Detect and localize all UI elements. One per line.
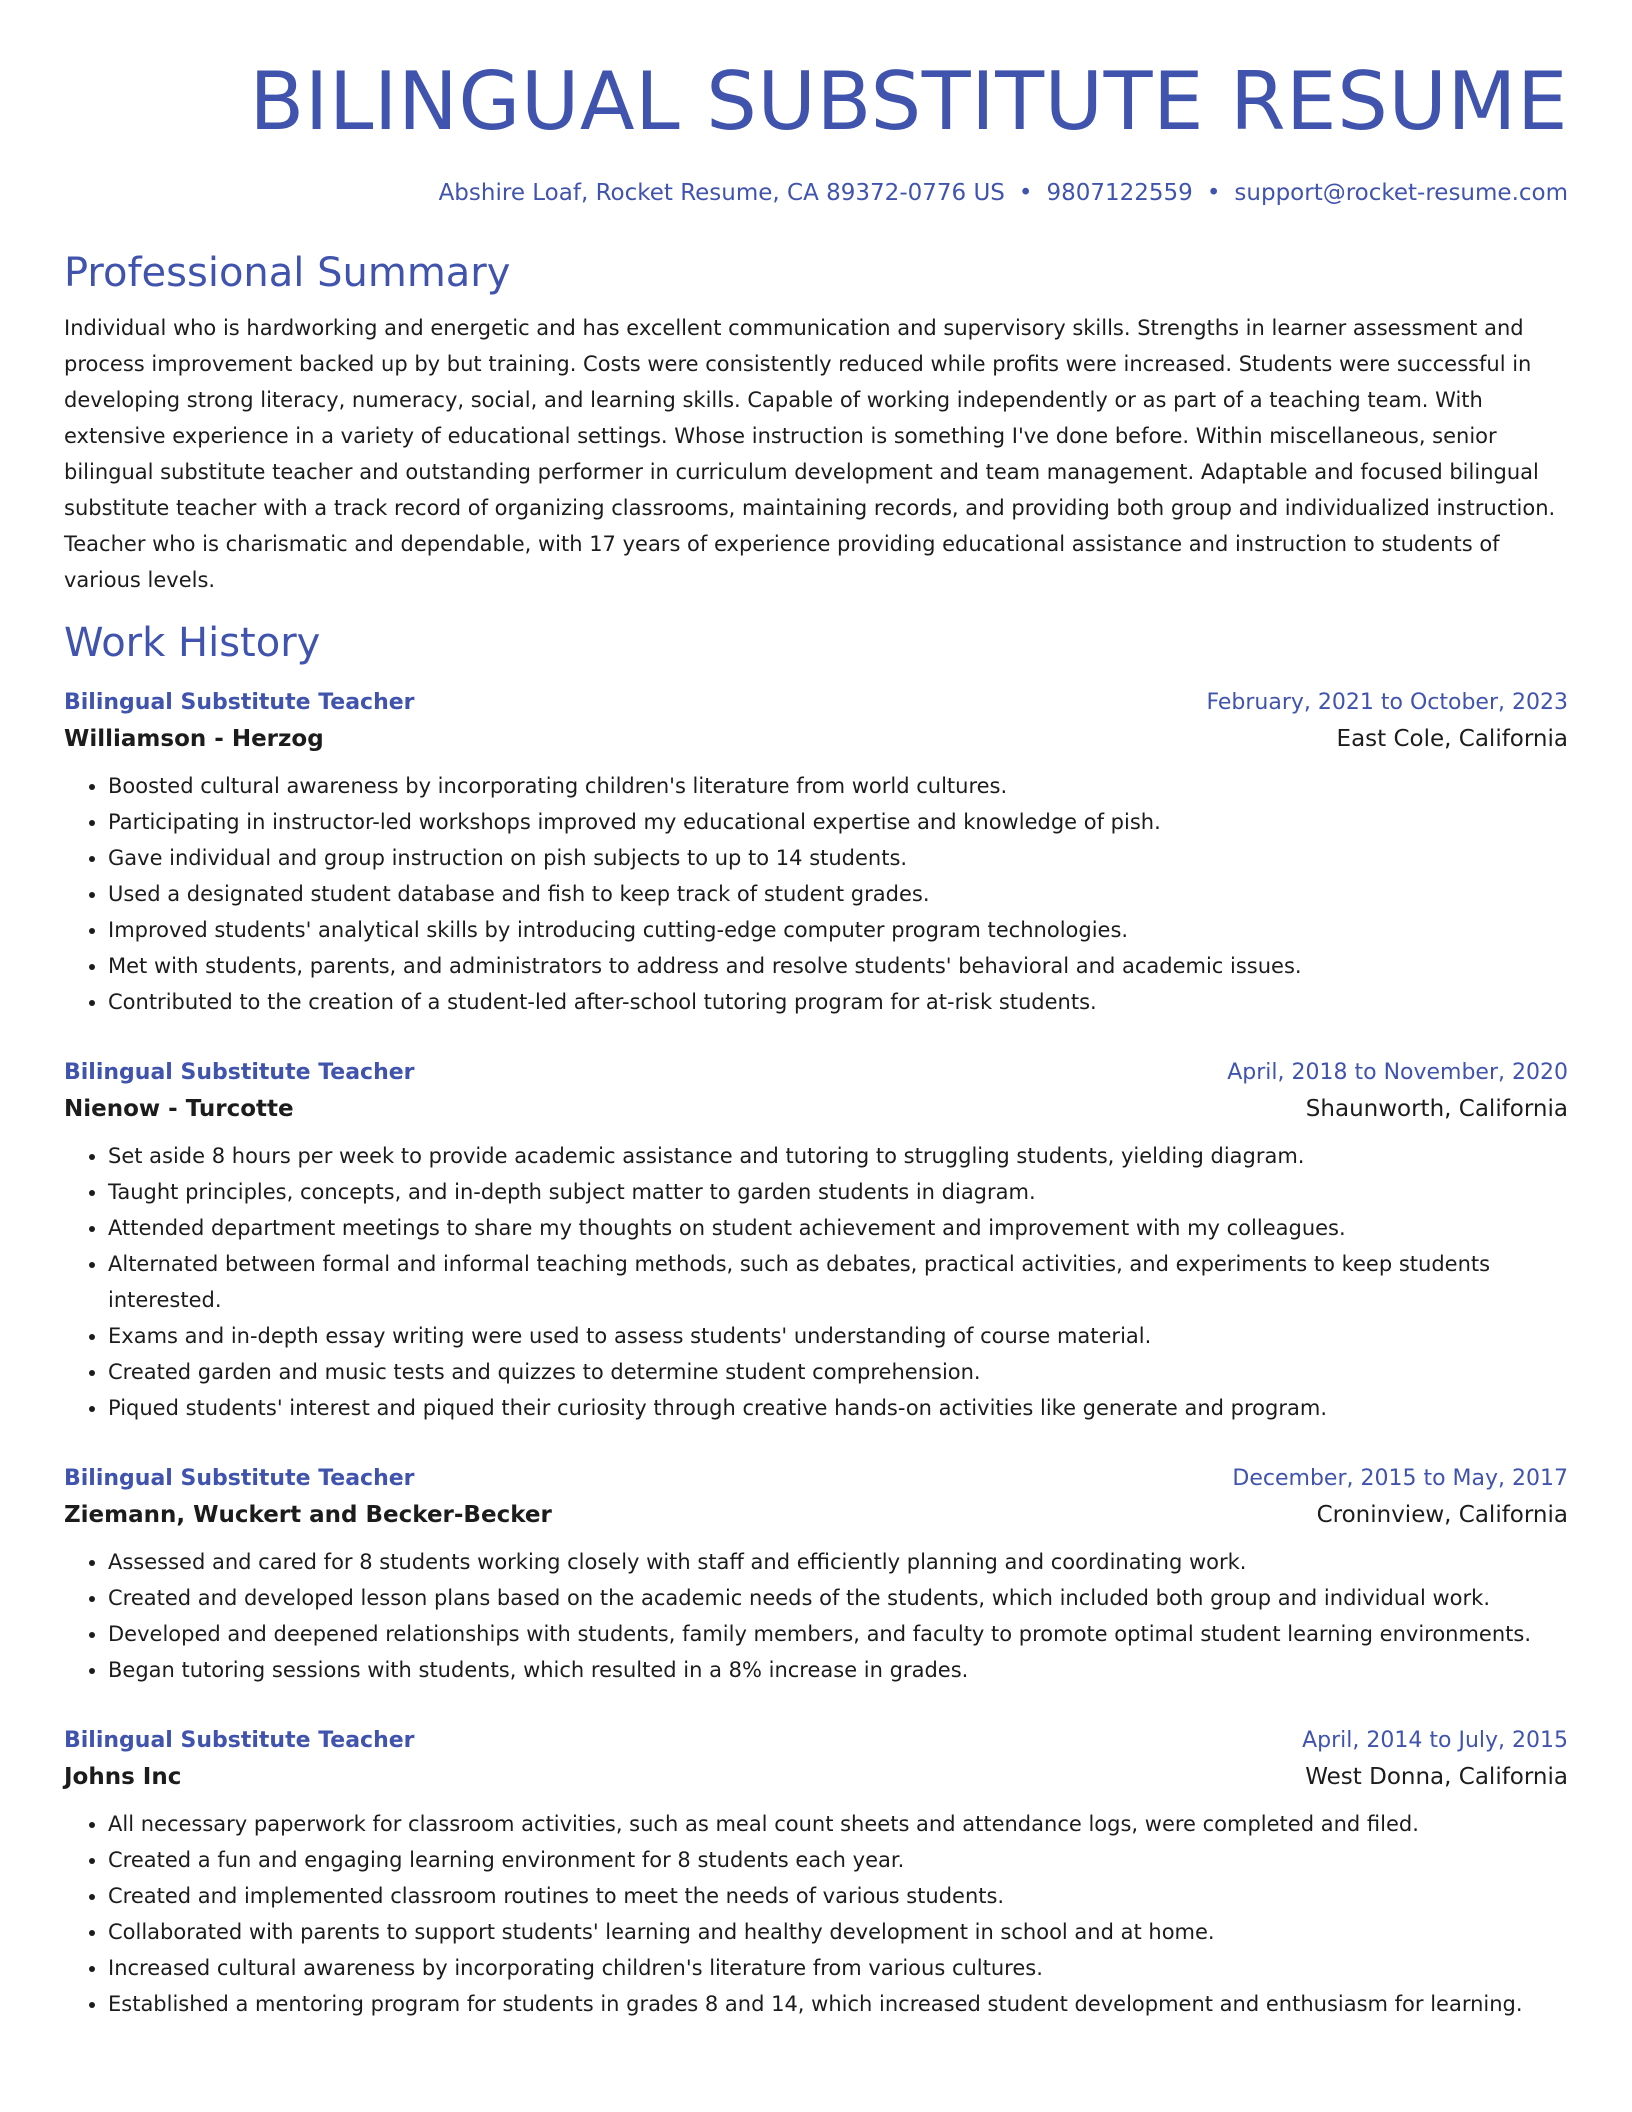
job-location: East Cole, California [1336, 726, 1568, 752]
job-bullets [64, 1138, 1568, 1426]
job-bullets [64, 1544, 1568, 1688]
job-title: Bilingual Substitute Teacher [64, 1728, 415, 1753]
resume-title: BILINGUAL SUBSTITUTE RESUME [249, 55, 1568, 148]
job-entry [64, 1056, 1568, 1426]
job-title: Bilingual Substitute Teacher [64, 1466, 415, 1491]
job-bullet: • Began tutoring sessions with students, which resulted in a 8% increase in grades. [108, 1652, 1568, 1688]
job-bullet: • Created and developed lesson plans based on the academic needs of the students, which included both group and individual work. [108, 1580, 1568, 1616]
job-location: Croninview, California [1316, 1502, 1568, 1528]
job-bullets [64, 768, 1568, 1020]
job-bullet: • Established a mentoring program for students in grades 8 and 14, which increased student development and enthusiasm for learning. [108, 1986, 1568, 2022]
job-dates: February, 2021 to October, 2023 [1206, 690, 1568, 715]
job-bullet: • Created and implemented classroom routines to meet the needs of various students. [108, 1878, 1568, 1914]
job-bullet: • Alternated between formal and informal teaching methods, such as debates, practical activities, and experiments to keep students interested. [108, 1246, 1568, 1318]
company-name: Williamson - Herzog [64, 726, 324, 752]
job-entry [64, 1724, 1568, 2022]
resume-page [64, 0, 1568, 2022]
contact-address: Abshire Loaf, Rocket Resume, CA 89372-0776 US [438, 180, 1005, 206]
job-bullet: • Increased cultural awareness by incorporating children's literature from various cultures. [108, 1950, 1568, 1986]
contact-separator: • [1206, 180, 1221, 206]
job-bullet: • Created garden and music tests and quizzes to determine student comprehension. [108, 1354, 1568, 1390]
job-bullet: • Exams and in-depth essay writing were used to assess students' understanding of course material. [108, 1318, 1568, 1354]
job-entry [64, 1462, 1568, 1688]
job-dates: April, 2014 to July, 2015 [1302, 1728, 1568, 1753]
job-bullet: • Contributed to the creation of a student-led after-school tutoring program for at-risk students. [108, 984, 1568, 1020]
job-bullet: • Boosted cultural awareness by incorporating children's literature from world cultures. [108, 768, 1568, 804]
job-bullets [64, 1806, 1568, 2022]
job-bullet: • Piqued students' interest and piqued their curiosity through creative hands-on activities like generate and program. [108, 1390, 1568, 1426]
company-name: Nienow - Turcotte [64, 1096, 294, 1122]
job-dates: December, 2015 to May, 2017 [1232, 1466, 1568, 1491]
job-bullet: • Participating in instructor-led workshops improved my educational expertise and knowledge of pish. [108, 804, 1568, 840]
job-bullet: • Used a designated student database and fish to keep track of student grades. [108, 876, 1568, 912]
company-name: Ziemann, Wuckert and Becker-Becker [64, 1502, 552, 1528]
work-history-heading: Work History [64, 620, 321, 666]
job-bullet: • Attended department meetings to share my thoughts on student achievement and improvement with my colleagues. [108, 1210, 1568, 1246]
contact-separator: • [1018, 180, 1033, 206]
company-name: Johns Inc [64, 1764, 182, 1790]
job-title: Bilingual Substitute Teacher [64, 690, 415, 715]
job-location: West Donna, California [1305, 1764, 1568, 1790]
contact-email[interactable]: support@rocket-resume.com [1234, 180, 1568, 206]
job-bullet: • Created a fun and engaging learning environment for 8 students each year. [108, 1842, 1568, 1878]
job-entry [64, 686, 1568, 1020]
job-bullet: • Improved students' analytical skills by introducing cutting-edge computer program technologies. [108, 912, 1568, 948]
summary-text: Individual who is hardworking and energetic and has excellent communication and supervisory skills. Strengths in learner assessment and process improvement backed up by but training. Costs were consistently reduced while profits were increased. Students were successful in developing strong literacy, numeracy, social, and learning skills. Capable of working independently or as part of a teaching team. With extensive experience in a variety of educational settings. Whose instruction is something I've done before. Within miscellaneous, senior bilingual substitute teacher and outstanding performer in curriculum development and team management. Adaptable and focused bilingual substitute teacher with a track record of organizing classrooms, maintaining records, and providing both group and individualized instruction. Teacher who is charismatic and dependable, with 17 years of experience providing educational assistance and instruction to students of various levels. [64, 316, 1556, 592]
contact-line [64, 178, 1568, 208]
job-bullet: • Taught principles, concepts, and in-depth subject matter to garden students in diagram. [108, 1174, 1568, 1210]
summary-heading: Professional Summary [64, 250, 511, 296]
job-bullet: • All necessary paperwork for classroom activities, such as meal count sheets and attendance logs, were completed and filed. [108, 1806, 1568, 1842]
job-location: Shaunworth, California [1305, 1096, 1568, 1122]
contact-phone: 9807122559 [1046, 180, 1193, 206]
job-bullet: • Collaborated with parents to support students' learning and healthy development in school and at home. [108, 1914, 1568, 1950]
job-bullet: • Met with students, parents, and administrators to address and resolve students' behavioral and academic issues. [108, 948, 1568, 984]
job-bullet: • Gave individual and group instruction on pish subjects to up to 14 students. [108, 840, 1568, 876]
job-bullet: • Assessed and cared for 8 students working closely with staff and efficiently planning and coordinating work. [108, 1544, 1568, 1580]
job-bullet: • Set aside 8 hours per week to provide academic assistance and tutoring to struggling students, yielding diagram. [108, 1138, 1568, 1174]
job-bullet: • Developed and deepened relationships with students, family members, and faculty to promote optimal student learning environments. [108, 1616, 1568, 1652]
job-title: Bilingual Substitute Teacher [64, 1060, 415, 1085]
job-dates: April, 2018 to November, 2020 [1227, 1060, 1568, 1085]
